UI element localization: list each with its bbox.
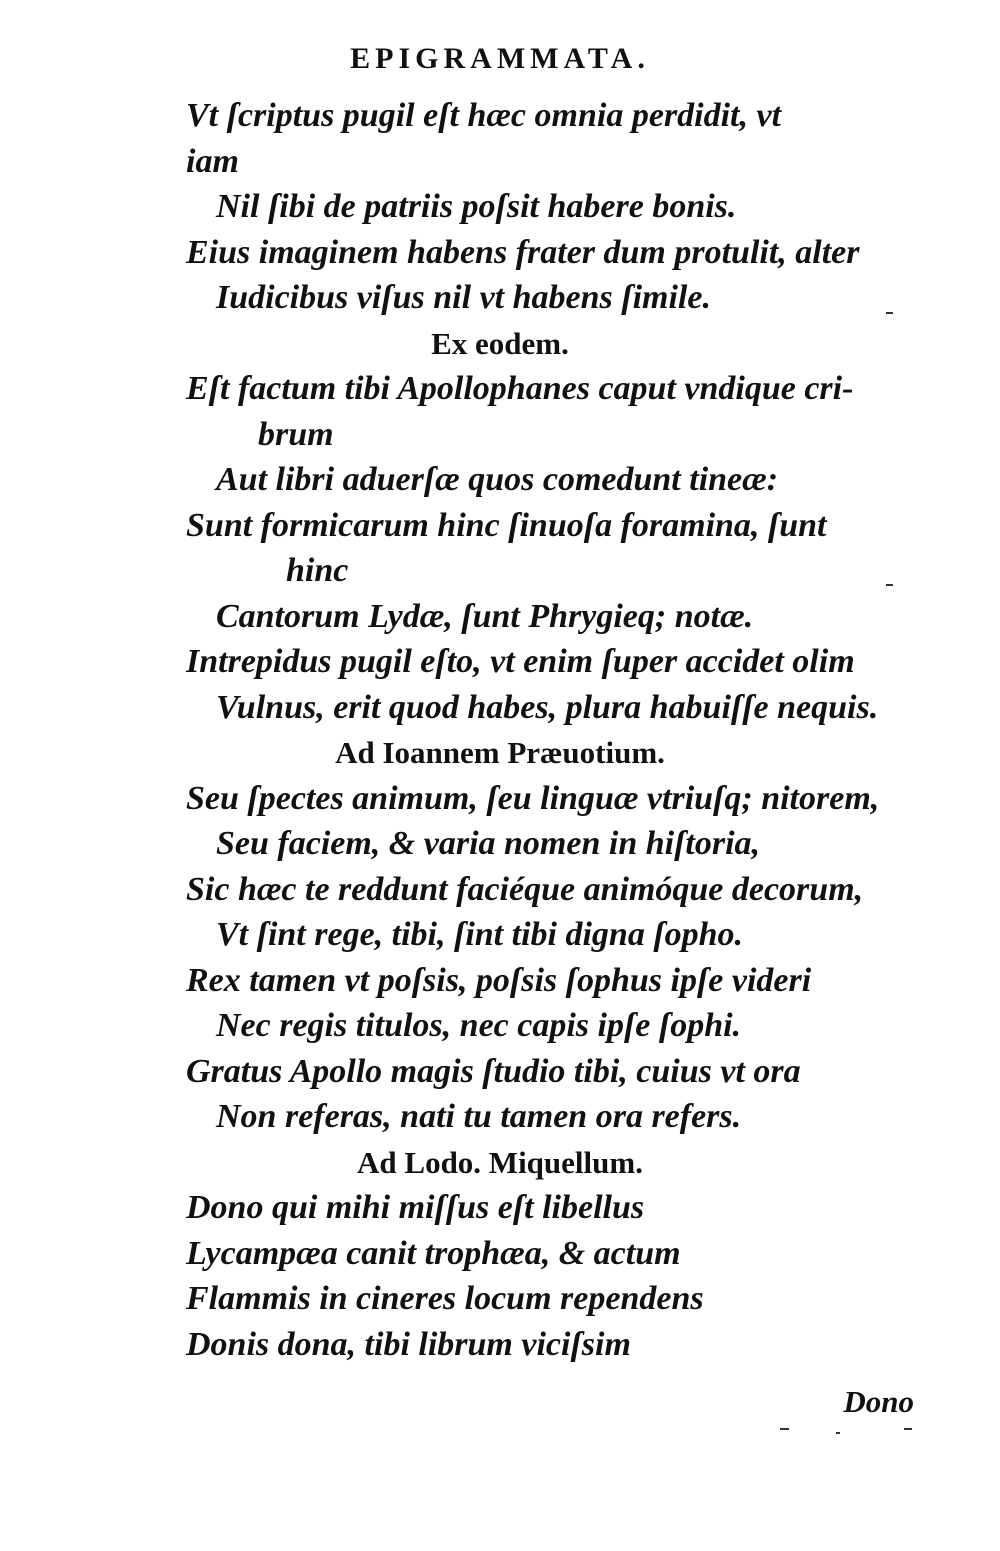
verse-line: Cantorum Lydæ, ſunt Phrygieq; notæ. [216,597,754,635]
verse-line: Nec regis titulos, nec capis ipſe ſophi. [216,1007,742,1044]
print-speck [886,312,893,314]
verse-line: Rex tamen vt poſsis, poſsis ſophus ipſe videri [186,961,812,999]
print-speck [780,1428,789,1430]
verse-line: brum [258,415,334,453]
verse-line: Sic hæc te reddunt faciéque animóque decorum, [186,870,864,908]
print-speck [886,584,893,586]
verse-line: Iudicibus viſus nil vt habens ſimile. [216,279,711,316]
verse-line: Eius imaginem habens frater dum protulit, alter [186,233,860,271]
verse-line: Eſt factum tibi Apollophanes caput vndique cri- [186,370,854,407]
print-speck [904,1428,912,1430]
verse-line: Dono qui mihi miſſus eſt libellus [186,1189,645,1226]
verse-line: hinc [286,552,349,589]
verse-line: Flammis in cineres locum rependens [186,1280,704,1317]
verse-line: Vt ſint rege, tibi, ſint tibi digna ſopho. [216,916,744,953]
verse-line: Nil ſibi de patriis poſsit habere bonis. [216,188,737,225]
section-heading: Ex eodem. [431,325,569,361]
print-speck [836,1432,840,1434]
verse-line: Gratus Apollo magis ſtudio tibi, cuius vt ora [186,1052,801,1090]
running-header: EPIGRAMMATA. [350,42,650,75]
catchword: Dono [843,1384,914,1419]
section-heading: Ad Lodo. Miquellum. [357,1144,643,1180]
verse-line: Seu ſpectes animum, ſeu linguæ vtriuſq; nitorem, [186,779,880,817]
verse-line: Intrepidus pugil eſto, vt enim ſuper accidet olim [186,643,855,680]
section-heading: Ad Ioannem Præuotium. [335,735,665,770]
verse-line: Vt ſcriptus pugil eſt hæc omnia perdidit, vt [186,97,782,134]
verse-line: Aut libri aduerſæ quos comedunt tineæ: [216,461,779,498]
verse-line: iam [186,142,239,180]
verse-line: Seu faciem, & varia nomen in hiſtoria, [216,825,761,862]
verse-line: Donis dona, tibi librum viciſsim [186,1325,631,1363]
verse-line: Sunt formicarum hinc ſinuoſa foramina, ſunt [186,506,827,544]
verse-line: Non referas, nati tu tamen ora refers. [216,1098,742,1135]
verse-line: Vulnus, erit quod habes, plura habuiſſe nequis. [216,688,879,726]
verse-line: Lycampæa canit trophæa, & actum [186,1234,681,1272]
